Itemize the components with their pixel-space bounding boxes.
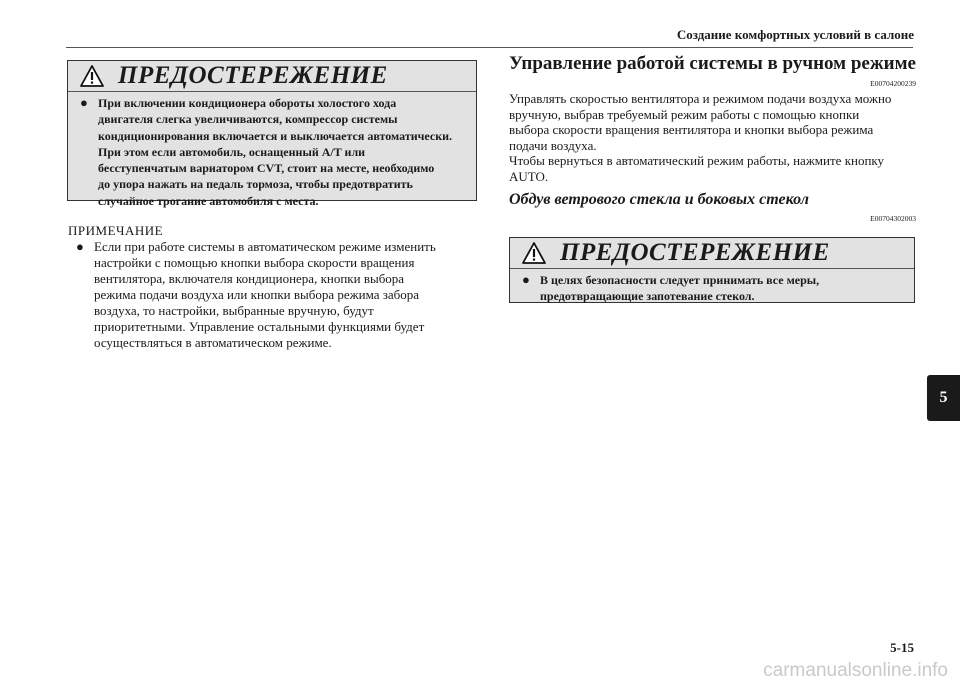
header-divider (66, 47, 913, 48)
warning-header (68, 61, 476, 92)
bullet-dot-icon: ● (76, 239, 84, 254)
watermark: carmanualsonline.info (763, 660, 948, 681)
warning-title: ПРЕДОСТЕРЕЖЕНИЕ (118, 62, 388, 89)
section-heading: Управление работой системы в ручном режиме (509, 53, 916, 74)
warning-box-ac (67, 60, 477, 208)
subsection-code: E00704302003 (870, 214, 916, 223)
warning-text: В целях безопасности следует принимать все меры, предотвращающие запотевание стекол. (540, 273, 820, 304)
note-item (76, 239, 486, 351)
warning-item (510, 269, 914, 309)
note-title: ПРИМЕЧАНИЕ (68, 223, 164, 238)
warning-triangle-icon (80, 65, 104, 87)
warning-text: При включении кондиционера обороты холостого хода двигателя слегка увеличиваются, компрессор системы кондиционирования включается и выключается автоматически. При этом если автомобиль, оснащенный A/T или бесступенчатым вариатором CVT, стоит на месте, необходимо до упора нажать на педаль тормоза, чтобы предотвратить случайное трогание автомобиля с места. (98, 96, 453, 208)
bullet-dot-icon: ● (522, 272, 530, 287)
warning-header (510, 238, 914, 269)
warning-box-defog (509, 237, 915, 303)
bullet-dot-icon: ● (80, 95, 88, 110)
page-number: 5-15 (890, 640, 914, 655)
warning-title: ПРЕДОСТЕРЕЖЕНИЕ (560, 239, 830, 266)
subsection-heading: Обдув ветрового стекла и боковых стекол (509, 191, 809, 208)
chapter-tab: 5 (927, 375, 960, 421)
header-title: Создание комфортных условий в салоне (676, 27, 914, 42)
warning-item (68, 92, 476, 213)
section-code: E00704200239 (870, 79, 916, 88)
section-paragraph: Управлять скоростью вентилятора и режимом подачи воздуха можно вручную, выбрав требуемый режим работы с помощью кнопки выбора скорости вращения вентилятора и кнопки выбора режима подачи воздуха. Чтобы вернуться в автоматический режим работы, нажмите кнопку AUTO. (509, 91, 892, 184)
note-text: Если при работе системы в автоматическом режиме изменить настройки с помощью кнопки выбора скорости вращения вентилятора, включателя кондиционера, кнопки выбора режима подачи воздуха или кнопки выбора режима забора воздуха, то настройки, выбранные вручную, будут приоритетными. Управление остальными функциями будет осуществляться в автоматическом режиме. (94, 239, 436, 350)
warning-triangle-icon (522, 242, 546, 264)
